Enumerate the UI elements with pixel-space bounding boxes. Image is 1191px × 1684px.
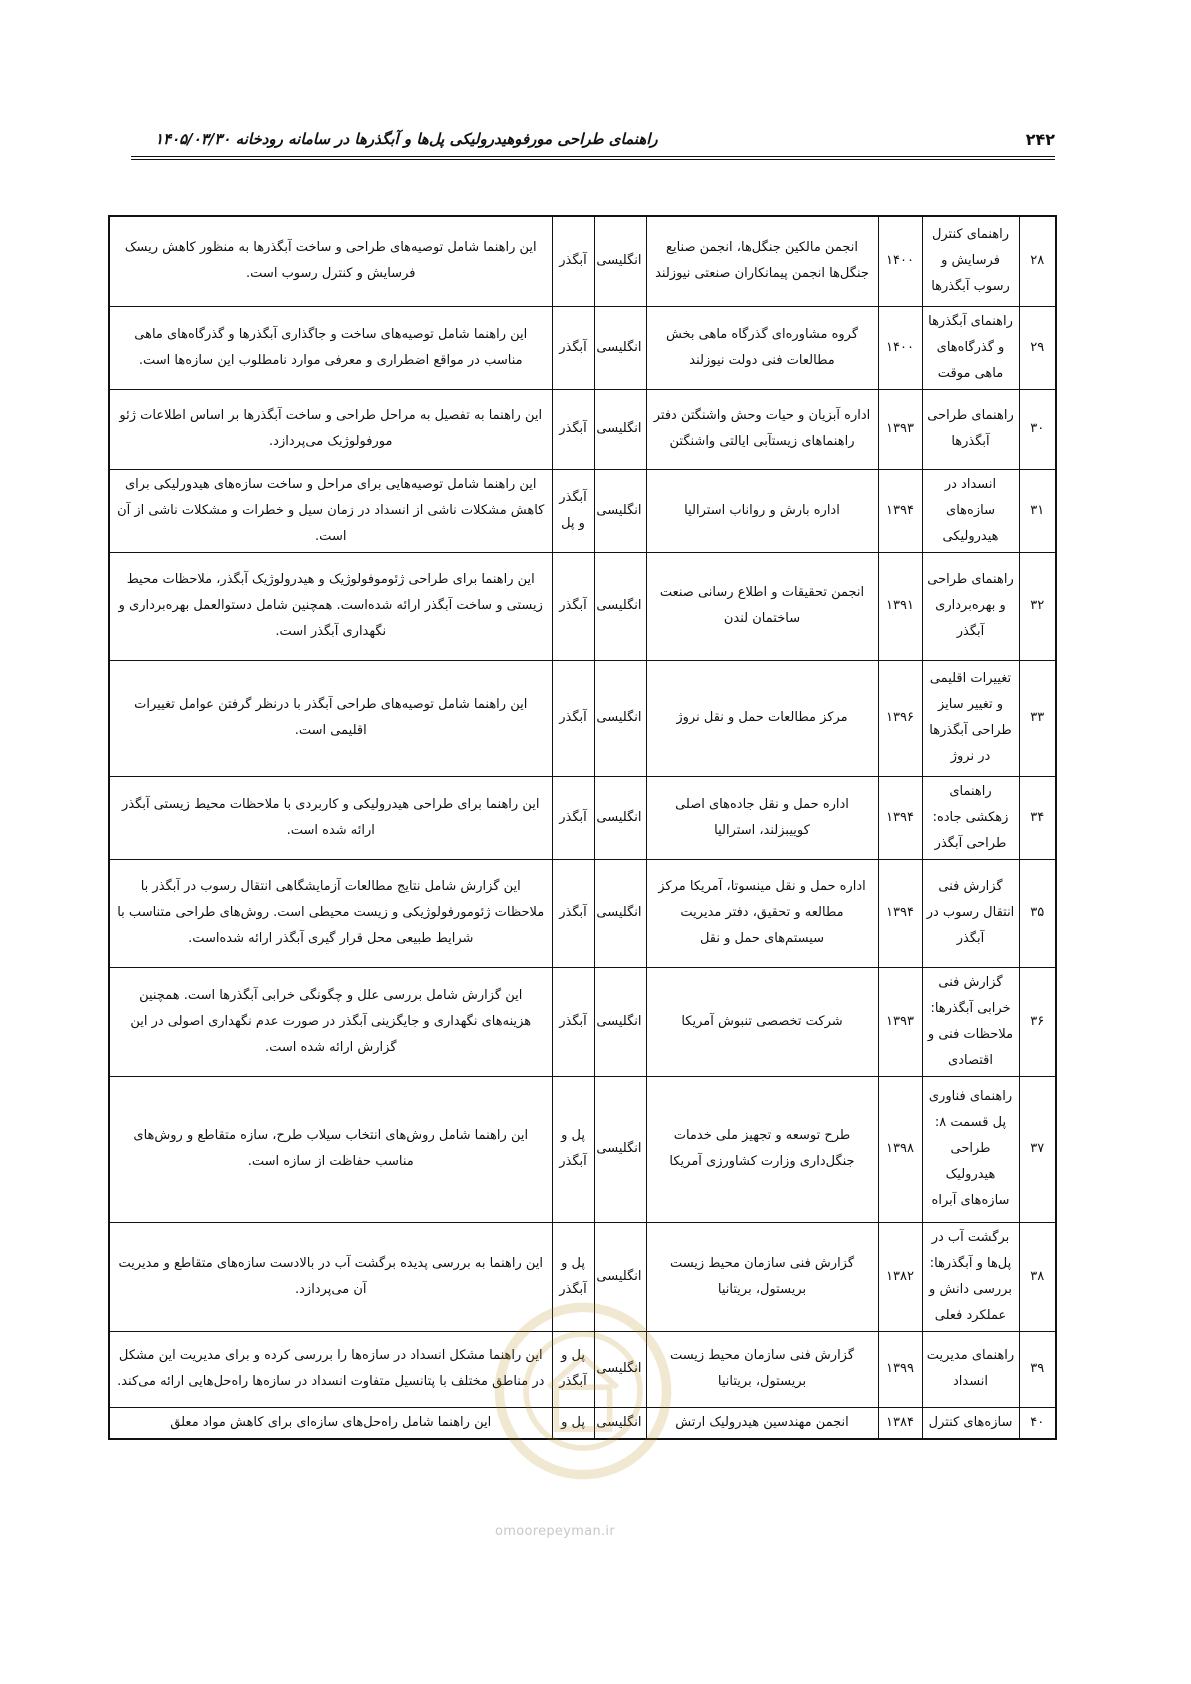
table-row — [109, 306, 1056, 389]
cell-description: این راهنما شامل توصیه‌های طراحی آبگذر با درنظر گرفتن عوامل تغییرات اقلیمی است. — [109, 660, 552, 776]
cell-year: ۱۳۹۹ — [878, 1331, 922, 1407]
cell-language: انگلیسی — [594, 216, 646, 306]
table-row — [109, 389, 1056, 469]
table-row — [109, 469, 1056, 552]
cell-no: ۳۳ — [1019, 660, 1056, 776]
table-row — [109, 1076, 1056, 1222]
table-row — [109, 859, 1056, 967]
page-header — [131, 126, 1055, 160]
cell-title: راهنمای آبگذرها و گذرگاه‌های ماهی موقت — [922, 306, 1019, 389]
cell-structure: آبگذر — [552, 859, 594, 967]
cell-structure: آبگذر — [552, 306, 594, 389]
cell-language: انگلیسی — [594, 552, 646, 660]
cell-description: این راهنما شامل راه‌حل‌های سازه‌ای برای کاهش مواد معلق — [109, 1407, 552, 1439]
cell-description: این راهنما شامل توصیه‌های طراحی و ساخت آبگذرها به منظور کاهش ریسک فرسایش و کنترل رسوب است. — [109, 216, 552, 306]
cell-title: سازه‌های کنترل — [922, 1407, 1019, 1439]
references-table — [108, 215, 1057, 1440]
cell-publisher: انجمن مالکین جنگل‌ها، انجمن صنایع جنگل‌ها انجمن پیمانکاران صنعتی نیوزلند — [646, 216, 878, 306]
cell-no: ۳۶ — [1019, 967, 1056, 1076]
cell-year: ۱۴۰۰ — [878, 216, 922, 306]
cell-title: تغییرات اقلیمی و تغییر سایز طراحی آبگذرها در نروژ — [922, 660, 1019, 776]
cell-publisher: طرح توسعه و تجهیز ملی خدمات جنگل‌داری وزارت کشاورزی آمریکا — [646, 1076, 878, 1222]
cell-description: این راهنما شامل توصیه‌های ساخت و جاگذاری آبگذرها و گذرگاه‌های ماهی مناسب در مواقع اضطراری و معرفی موارد نامطلوب این سازه‌ها است. — [109, 306, 552, 389]
cell-year: ۱۳۹۴ — [878, 469, 922, 552]
page-number: ۲۴۲ — [1025, 130, 1055, 149]
cell-language: انگلیسی — [594, 469, 646, 552]
cell-structure: آبگذر — [552, 552, 594, 660]
cell-structure: آبگذر — [552, 389, 594, 469]
cell-description: این گزارش شامل بررسی علل و چگونگی خرابی آبگذرها است. همچنین هزینه‌های نگهداری و جایگزینی آبگذر در صورت عدم نگهداری اصولی در این گزارش ارائه شده است. — [109, 967, 552, 1076]
cell-no: ۳۱ — [1019, 469, 1056, 552]
cell-language: انگلیسی — [594, 389, 646, 469]
cell-language: انگلیسی — [594, 967, 646, 1076]
cell-publisher: اداره حمل و نقل مینسوتا، آمریکا مرکز مطالعه و تحقیق، دفتر مدیریت سیستم‌های حمل و نقل — [646, 859, 878, 967]
running-title — [131, 130, 658, 148]
cell-publisher: مرکز مطالعات حمل و نقل نروژ — [646, 660, 878, 776]
cell-structure: آبگذر و پل — [552, 469, 594, 552]
cell-year: ۱۳۹۳ — [878, 389, 922, 469]
cell-publisher: گزارش فنی سازمان محیط زیست بریستول، بریتانیا — [646, 1222, 878, 1331]
cell-description: این راهنما برای طراحی هیدرولیکی و کاربردی با ملاحظات محیط زیستی آبگذر ارائه شده است. — [109, 776, 552, 859]
cell-language: انگلیسی — [594, 1076, 646, 1222]
table-row — [109, 552, 1056, 660]
cell-year: ۱۳۹۶ — [878, 660, 922, 776]
header-date: ۱۴۰۵/۰۳/۳۰ — [155, 130, 231, 148]
cell-language: انگلیسی — [594, 859, 646, 967]
cell-publisher: اداره آبزیان و حیات وحش واشنگتن دفتر راهنماهای زیستآبی ایالتی واشنگتن — [646, 389, 878, 469]
cell-year: ۱۳۹۸ — [878, 1076, 922, 1222]
cell-title: راهنمای طراحی آبگذرها — [922, 389, 1019, 469]
table-row — [109, 967, 1056, 1076]
cell-language: انگلیسی — [594, 1407, 646, 1439]
cell-structure: آبگذر — [552, 776, 594, 859]
cell-description: این گزارش شامل نتایج مطالعات آزمایشگاهی انتقال رسوب در آبگذر با ملاحظات ژئومورفولوژیکی و زیست محیطی است. روش‌های طراحی متناسب با شرایط طبیعی محل قرار گیری آبگذر ارائه شده‌است. — [109, 859, 552, 967]
cell-description: این راهنما به بررسی پدیده برگشت آب در بالادست سازه‌های متقاطع و مدیریت آن می‌پردازد. — [109, 1222, 552, 1331]
cell-title: گزارش فنی خرابی آبگذرها: ملاحظات فنی و اقتصادی — [922, 967, 1019, 1076]
cell-title: راهنمای زهکشی جاده: طراحی آبگذر — [922, 776, 1019, 859]
cell-year: ۱۳۹۳ — [878, 967, 922, 1076]
cell-title: گزارش فنی انتقال رسوب در آبگذر — [922, 859, 1019, 967]
table-body — [109, 216, 1056, 1439]
cell-year: ۱۳۹۱ — [878, 552, 922, 660]
cell-description: این راهنما مشکل انسداد در سازه‌ها را بررسی کرده و برای مدیریت این مشکل در مناطق مختلف با پتانسیل متفاوت انسداد در سازه‌ها راه‌حل‌هایی ارائه می‌کند. — [109, 1331, 552, 1407]
cell-title: برگشت آب در پل‌ها و آبگذرها: بررسی دانش و عملکرد فعلی — [922, 1222, 1019, 1331]
cell-publisher: گروه مشاوره‌ای گذرگاه ماهی بخش مطالعات فنی دولت نیوزلند — [646, 306, 878, 389]
cell-structure: آبگذر — [552, 967, 594, 1076]
cell-year: ۱۳۹۴ — [878, 776, 922, 859]
cell-title: راهنمای مدیریت انسداد — [922, 1331, 1019, 1407]
cell-no: ۲۸ — [1019, 216, 1056, 306]
cell-title: انسداد در سازه‌های هیدرولیکی — [922, 469, 1019, 552]
cell-description: این راهنما شامل توصیه‌هایی برای مراحل و ساخت سازه‌های هیدورلیکی برای کاهش مشکلات ناشی از انسداد در زمان سیل و خطرات و مشکلات ناشی از آن است. — [109, 469, 552, 552]
cell-language: انگلیسی — [594, 1222, 646, 1331]
cell-language: انگلیسی — [594, 660, 646, 776]
cell-no: ۳۹ — [1019, 1331, 1056, 1407]
cell-no: ۳۷ — [1019, 1076, 1056, 1222]
cell-title: راهنمای فناوری پل قسمت ۸: طراحی هیدرولیک سازه‌های آبراه — [922, 1076, 1019, 1222]
table-row — [109, 216, 1056, 306]
cell-title: راهنمای طراحی و بهره‌برداری آبگذر — [922, 552, 1019, 660]
cell-structure: آبگذر — [552, 216, 594, 306]
cell-title: راهنمای کنترل فرسایش و رسوب آبگذرها — [922, 216, 1019, 306]
table-row — [109, 1222, 1056, 1331]
cell-structure: آبگذر — [552, 660, 594, 776]
cell-year: ۱۳۹۴ — [878, 859, 922, 967]
table-row — [109, 660, 1056, 776]
cell-publisher: اداره بارش و رواناب استرالیا — [646, 469, 878, 552]
cell-year: ۱۳۸۲ — [878, 1222, 922, 1331]
cell-publisher: گزارش فنی سازمان محیط زیست بریستول، بریتانیا — [646, 1331, 878, 1407]
cell-no: ۴۰ — [1019, 1407, 1056, 1439]
cell-publisher: انجمن تحقیقات و اطلاع رسانی صنعت ساختمان لندن — [646, 552, 878, 660]
cell-description: این راهنما به تفصیل به مراحل طراحی و ساخت آبگذرها بر اساس اطلاعات ژئو مورفولوژیک می‌پردازد. — [109, 389, 552, 469]
table-row — [109, 1331, 1056, 1407]
cell-structure: پل و آبگذر — [552, 1222, 594, 1331]
table-row — [109, 1407, 1056, 1439]
cell-description: این راهنما شامل روش‌های انتخاب سیلاب طرح، سازه متقاطع و روش‌های مناسب حفاظت از سازه است. — [109, 1076, 552, 1222]
cell-no: ۳۸ — [1019, 1222, 1056, 1331]
cell-no: ۳۰ — [1019, 389, 1056, 469]
cell-language: انگلیسی — [594, 1331, 646, 1407]
cell-description: این راهنما برای طراحی ژئوموفولوژیک و هیدرولوژیک آبگذر، ملاحظات محیط زیستی و ساخت آبگذر ارائه شده‌است. همچنین شامل دستوالعمل بهره‌برداری و نگهداری آبگذر است. — [109, 552, 552, 660]
cell-publisher: انجمن مهندسین هیدرولیک ارتش — [646, 1407, 878, 1439]
cell-year: ۱۳۸۴ — [878, 1407, 922, 1439]
cell-no: ۳۵ — [1019, 859, 1056, 967]
cell-year: ۱۴۰۰ — [878, 306, 922, 389]
cell-no: ۳۲ — [1019, 552, 1056, 660]
cell-language: انگلیسی — [594, 306, 646, 389]
cell-publisher: شرکت تخصصی تنبوش آمریکا — [646, 967, 878, 1076]
cell-language: انگلیسی — [594, 776, 646, 859]
header-title: راهنمای طراحی مورفوهیدرولیکی پل‌ها و آبگذرها در سامانه رودخانه — [235, 130, 658, 148]
cell-publisher: اداره حمل و نقل جاده‌های اصلی کوییبزلند، استرالیا — [646, 776, 878, 859]
cell-structure: پل و آبگذر — [552, 1076, 594, 1222]
table-row — [109, 776, 1056, 859]
cell-structure: پل و آبگذر — [552, 1331, 594, 1407]
watermark-text: omoorepeyman.ir — [495, 1524, 615, 1539]
cell-no: ۳۴ — [1019, 776, 1056, 859]
cell-no: ۲۹ — [1019, 306, 1056, 389]
cell-structure: پل و — [552, 1407, 594, 1439]
